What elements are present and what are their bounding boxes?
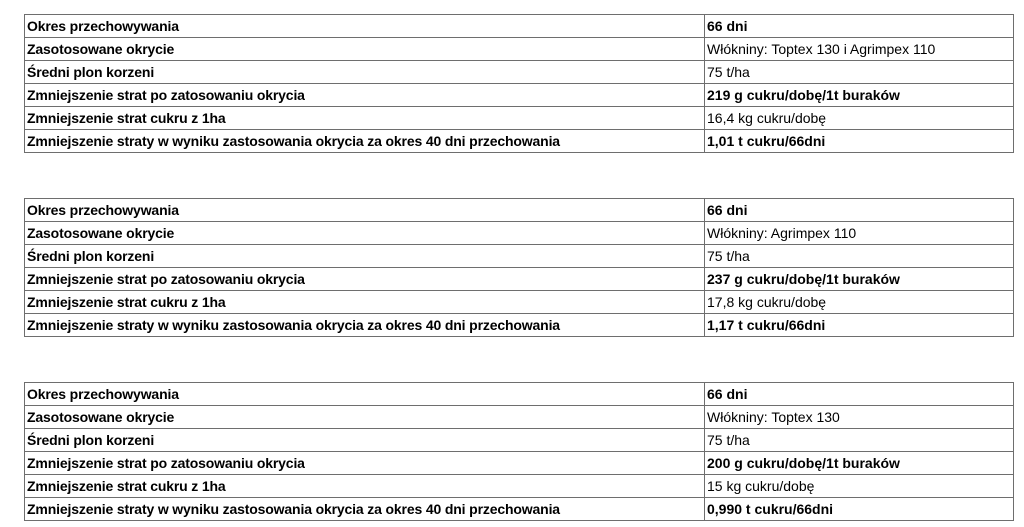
- table-row: [25, 498, 1014, 521]
- row-value: 15 kg cukru/dobę: [705, 475, 1014, 498]
- row-value: 75 t/ha: [705, 245, 1014, 268]
- row-label: Zmniejszenie straty w wyniku zastosowania okrycia za okres 40 dni przechowania: [25, 314, 705, 337]
- row-label: Zmniejszenie straty w wyniku zastosowania okrycia za okres 40 dni przechowania: [25, 498, 705, 521]
- row-value: 66 dni: [705, 383, 1014, 406]
- table-row: [25, 245, 1014, 268]
- table-row: [25, 61, 1014, 84]
- row-value: 1,17 t cukru/66dni: [705, 314, 1014, 337]
- row-value: 0,990 t cukru/66dni: [705, 498, 1014, 521]
- row-value: 75 t/ha: [705, 61, 1014, 84]
- row-label: Średni plon korzeni: [25, 245, 705, 268]
- table-row: [25, 222, 1014, 245]
- table-row: [25, 130, 1014, 153]
- row-value: 66 dni: [705, 15, 1014, 38]
- row-value: 219 g cukru/dobę/1t buraków: [705, 84, 1014, 107]
- table-row: [25, 429, 1014, 452]
- row-label: Zasotosowane okrycie: [25, 38, 705, 61]
- table-row: [25, 314, 1014, 337]
- row-value: 17,8 kg cukru/dobę: [705, 291, 1014, 314]
- row-value: Włókniny: Agrimpex 110: [705, 222, 1014, 245]
- table-row: [25, 406, 1014, 429]
- row-label: Zmniejszenie strat po zatosowaniu okrycia: [25, 268, 705, 291]
- row-value: Włókniny: Toptex 130: [705, 406, 1014, 429]
- row-value: 200 g cukru/dobę/1t buraków: [705, 452, 1014, 475]
- tables-container: [24, 14, 1013, 521]
- row-value: 75 t/ha: [705, 429, 1014, 452]
- row-label: Zmniejszenie strat po zatosowaniu okrycia: [25, 452, 705, 475]
- row-label: Zmniejszenie strat cukru z 1ha: [25, 291, 705, 314]
- table-row: [25, 199, 1014, 222]
- row-label: Zmniejszenie strat cukru z 1ha: [25, 107, 705, 130]
- row-label: Okres przechowywania: [25, 199, 705, 222]
- row-value: 237 g cukru/dobę/1t buraków: [705, 268, 1014, 291]
- row-label: Zasotosowane okrycie: [25, 406, 705, 429]
- row-label: Zmniejszenie strat cukru z 1ha: [25, 475, 705, 498]
- table-row: [25, 268, 1014, 291]
- table-row: [25, 452, 1014, 475]
- table-row: [25, 15, 1014, 38]
- row-value: 66 dni: [705, 199, 1014, 222]
- table-row: [25, 84, 1014, 107]
- row-label: Zmniejszenie straty w wyniku zastosowania okrycia za okres 40 dni przechowania: [25, 130, 705, 153]
- storage-table-3: [24, 382, 1014, 521]
- table-row: [25, 475, 1014, 498]
- storage-table-2: [24, 198, 1014, 337]
- table-row: [25, 383, 1014, 406]
- table-row: [25, 291, 1014, 314]
- storage-table-1: [24, 14, 1014, 153]
- row-value: 16,4 kg cukru/dobę: [705, 107, 1014, 130]
- row-value: 1,01 t cukru/66dni: [705, 130, 1014, 153]
- row-value: Włókniny: Toptex 130 i Agrimpex 110: [705, 38, 1014, 61]
- row-label: Średni plon korzeni: [25, 61, 705, 84]
- row-label: Okres przechowywania: [25, 15, 705, 38]
- table-row: [25, 107, 1014, 130]
- row-label: Zmniejszenie strat po zatosowaniu okrycia: [25, 84, 705, 107]
- row-label: Zasotosowane okrycie: [25, 222, 705, 245]
- row-label: Średni plon korzeni: [25, 429, 705, 452]
- row-label: Okres przechowywania: [25, 383, 705, 406]
- table-row: [25, 38, 1014, 61]
